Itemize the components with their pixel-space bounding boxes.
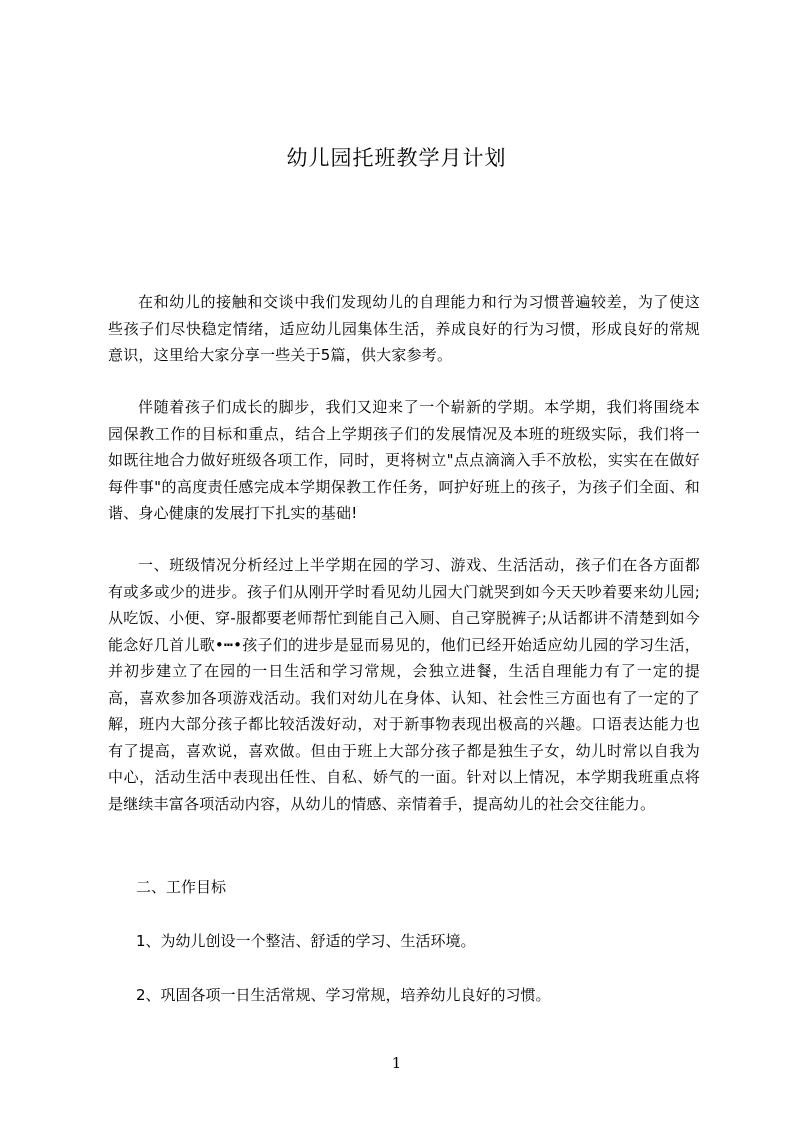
goal-item-2: 2、巩固各项一日生活常规、学习常规，培养幼儿良好的习惯。 <box>136 986 551 1004</box>
goal-item-1: 1、为幼儿创设一个整洁、舒适的学习、生活环境。 <box>136 932 476 950</box>
section-heading-goals: 二、工作目标 <box>136 878 227 896</box>
document-title: 幼儿园托班教学月计划 <box>286 146 507 170</box>
paragraph-text: 伴随着孩子们成长的脚步，我们又迎来了一个崭新的学期。本学期，我们将围绕本园保教工作的目标和重点，结合上学期孩子们的发展情况及本班的班级实际，我们将一如既往地合力做好班级各项工作，同时，更将树立"点点滴滴入手不放松，实实在在做好每件事"的高度责任感完成本学期保教工作任务，呵护好班上的孩子，为孩子们全面、和谐、身心健康的发展打下扎实的基础! <box>108 398 700 522</box>
page-number: 1 <box>391 1054 402 1072</box>
paragraph-class-analysis <box>108 552 700 817</box>
paragraph-semester <box>108 394 700 527</box>
paragraph-text: 一、班级情况分析经过上半学期在园的学习、游戏、生活活动，孩子们在各方面都有或多或少的进步。孩子们从刚开学时看见幼儿园大门就哭到如今天天吵着要来幼儿园;从吃饭、小便、穿-服都要老师帮忙到能自己入厕、自己穿脱裤子;从话都讲不清楚到如今能念好几首儿歌•┅•孩子们的进步是显而易见的，他们已经开始适应幼儿园的学习生活，并初步建立了在园的一日生活和学习常规，会独立进餐，生活自理能力有了一定的提高，喜欢参加各项游戏活动。我们对幼儿在身体、认知、社会性三方面也有了一定的了解，班内大部分孩子都比较活泼好动，对于新事物表现出极高的兴趣。口语表达能力也有了提高，喜欢说，喜欢做。但由于班上大部分孩子都是独生子女，幼儿时常以自我为中心，活动生活中表现出任性、自私、娇气的一面。针对以上情况，本学期我班重点将是继续丰富各项活动内容，从幼儿的情感、亲情着手，提高幼儿的社会交往能力。 <box>108 556 700 813</box>
paragraph-text: 在和幼儿的接触和交谈中我们发现幼儿的自理能力和行为习惯普遍较差，为了使这些孩子们尽快稳定情绪，适应幼儿园集体生活，养成良好的行为习惯，形成良好的常规意识，这里给大家分享一些关于5篇，供大家参考。 <box>108 293 700 364</box>
paragraph-intro <box>108 289 700 369</box>
